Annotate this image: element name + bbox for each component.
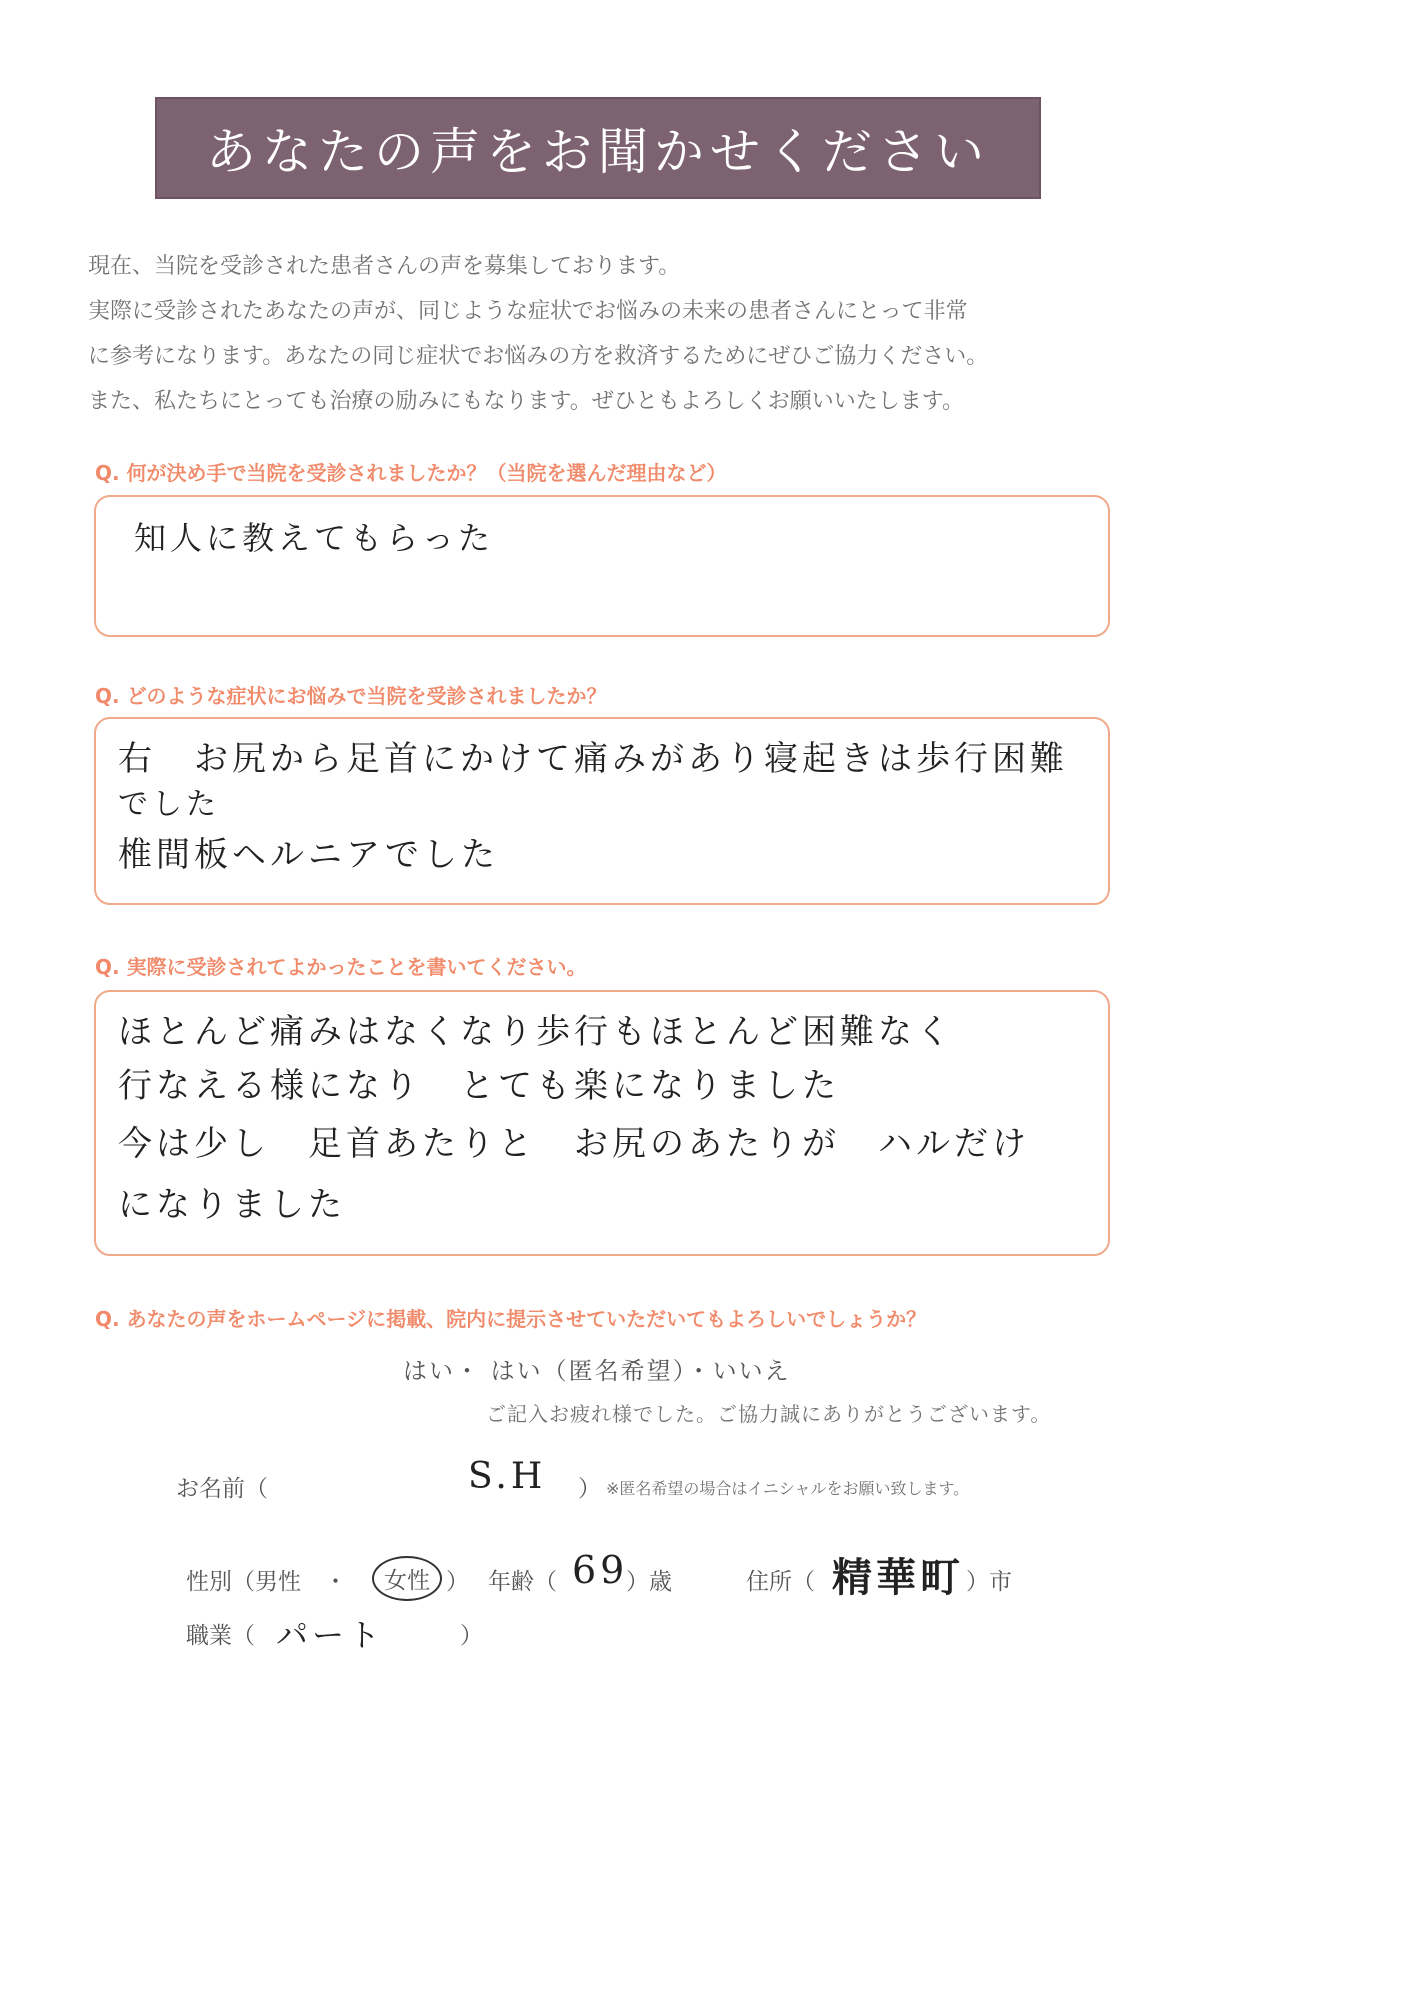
handwritten-answer: 今は少し 足首あたりと お尻のあたりが ハルだけ [118, 1124, 1030, 1164]
handwritten-answer: 右 お尻から足首にかけて痛みがあり寝起きは歩行困難 [118, 739, 1068, 779]
gender-close: ） [446, 1569, 469, 1595]
job-close: ） [460, 1623, 483, 1649]
handwritten-answer: でした [118, 787, 220, 822]
title-banner [155, 97, 1041, 199]
age-label: 年齢（ [488, 1569, 557, 1595]
intro-line: に参考になります。あなたの同じ症状でお悩みの方を救済するためにぜひご協力ください。 [88, 344, 989, 369]
answer-box-3 [94, 990, 1110, 1256]
thanks-message: ご記入お疲れ様でした。ご協力誠にありがとうございます。 [486, 1402, 1052, 1426]
answer-box-2 [94, 717, 1110, 905]
address-close: ）市 [966, 1569, 1012, 1595]
name-label: お名前（ [176, 1476, 268, 1502]
name-value: S.H [468, 1456, 547, 1497]
intro-text [88, 244, 1128, 424]
name-note: ※匿名希望の場合はイニシャルをお願い致します。 [606, 1479, 970, 1498]
handwritten-answer: 知人に教えてもらった [134, 519, 495, 557]
gender-selected: 女性 [372, 1556, 442, 1601]
handwritten-answer: 行なえる様になり とても楽になりました [118, 1066, 840, 1106]
handwritten-answer: になりました [118, 1185, 346, 1225]
age-value: 69 [572, 1548, 629, 1592]
name-close: ） [578, 1476, 601, 1502]
consent-options: はい・ はい（匿名希望）・いいえ [403, 1357, 791, 1385]
job-label: 職業（ [186, 1623, 255, 1649]
age-close: ）歳 [626, 1569, 672, 1595]
question-2: Q. どのような症状にお悩みで当院を受診されましたか？ [95, 684, 607, 708]
gender-label: 性別（男性 ・ [186, 1569, 347, 1595]
intro-line: 現在、当院を受診された患者さんの声を募集しております。 [88, 254, 681, 279]
intro-line: 実際に受診されたあなたの声が、同じような症状でお悩みの未来の患者さんにとって非常 [88, 299, 968, 324]
address-value: 精華町 [832, 1554, 964, 1601]
question-4: Q. あなたの声をホームページに掲載、院内に提示させていただいてもよろしいでしょうか？ [95, 1307, 927, 1331]
answer-box-1 [94, 495, 1110, 637]
question-3: Q. 実際に受診されてよかったことを書いてください。 [95, 955, 587, 979]
handwritten-answer: 椎間板ヘルニアでした [118, 835, 500, 875]
address-label: 住所（ [746, 1569, 815, 1595]
intro-line: また、私たちにとっても治療の励みにもなります。ぜひともよろしくお願いいたします。 [88, 389, 965, 414]
page-title: あなたの声をお聞かせください [206, 123, 990, 181]
handwritten-answer: ほとんど痛みはなくなり歩行もほとんど困難なく [118, 1012, 954, 1052]
job-value: パート [276, 1616, 385, 1654]
question-1: Q. 何が決め手で当院を受診されましたか？（当院を選んだ理由など） [95, 461, 727, 485]
